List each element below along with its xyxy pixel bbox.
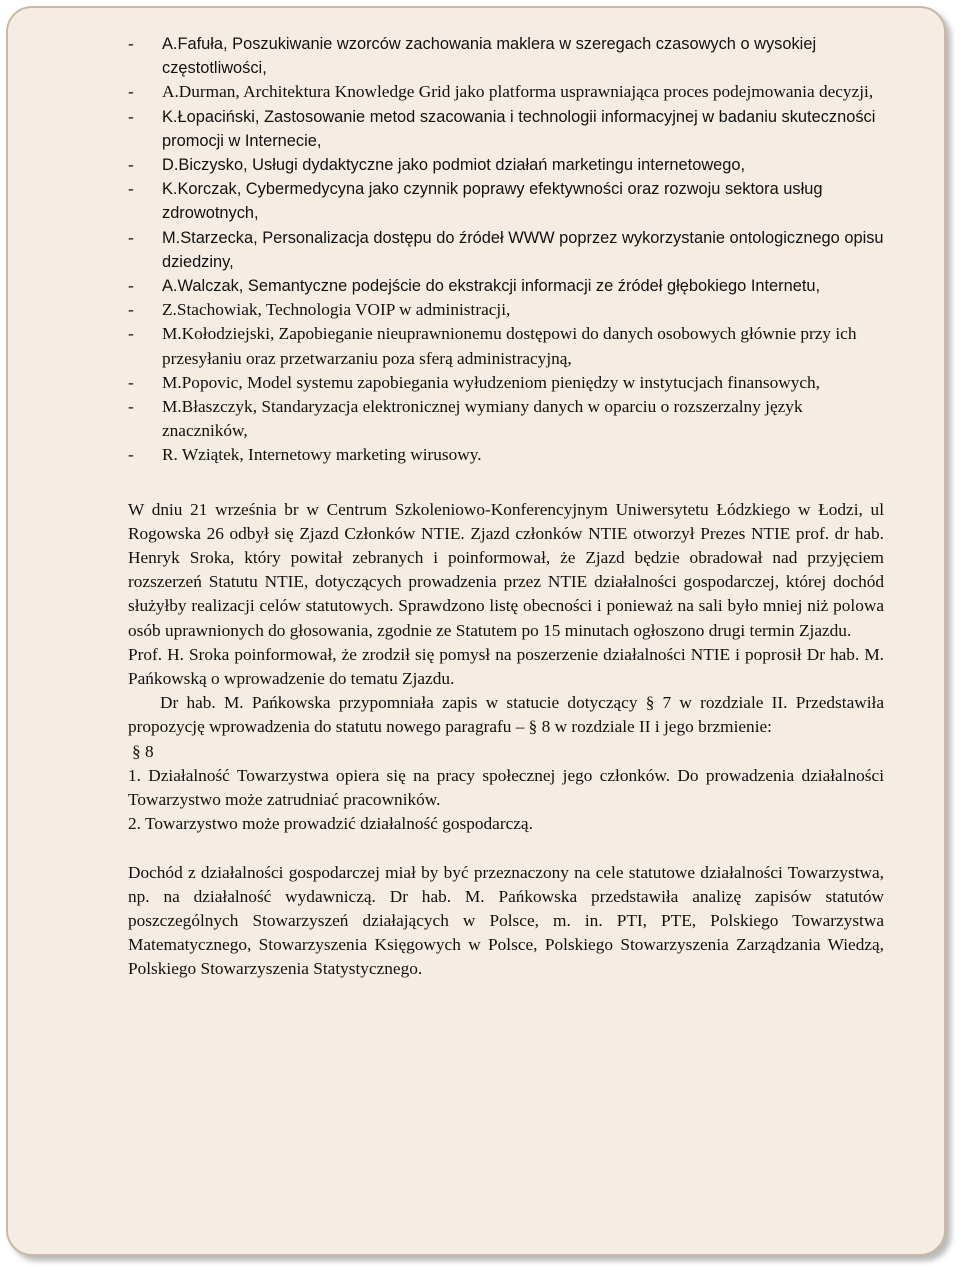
list-item: - Z.Stachowiak, Technologia VOIP w administracji, xyxy=(128,300,511,320)
bibliography-list xyxy=(128,32,884,468)
list-item: - A.Durman, Architektura Knowledge Grid jako platforma usprawniająca proces podejmowania decyzji, xyxy=(128,82,874,102)
list-item-text: M.Błaszczyk, Standaryzacja elektronicznej wymiany danych w oparciu o rozszerzalny język znaczników, xyxy=(162,397,803,441)
list-item: - M.Błaszczyk, Standaryzacja elektronicznej wymiany danych w oparciu o rozszerzalny język znaczników, xyxy=(128,397,803,441)
list-item: - A.Fafuła, Poszukiwanie wzorców zachowania maklera w szeregach czasowych o wysokiej częstotliwości, xyxy=(128,34,817,78)
section-heading: § 8 xyxy=(132,741,154,761)
document-content xyxy=(128,32,884,982)
list-item: - D.Biczysko, Usługi dydaktyczne jako podmiot działań marketingu internetowego, xyxy=(128,155,746,175)
list-item: - K.Łopaciński, Zastosowanie metod szacowania i technologii informacyjnej w badaniu skuteczności promocji w Internecie, xyxy=(128,106,876,150)
list-item-text: M.Kołodziejski, Zapobieganie nieuprawnionemu dostępowi do danych osobowych głównie przy ich przesyłaniu oraz przetwarzaniu poza sferą administracyjną, xyxy=(162,324,857,368)
list-item-text: D.Biczysko, Usługi dydaktyczne jako podmiot działań marketingu internetowego, xyxy=(162,156,746,175)
list-item-text: K.Łopaciński, Zastosowanie metod szacowania i technologii informacyjnej w badaniu skuteczności promocji w Internecie, xyxy=(162,107,876,150)
paragraph-pankowska: Dr hab. M. Pańkowska przypomniała zapis w statucie dotyczący § 7 w rozdziale II. Przedstawiła propozycję wprowadzenia do statutu nowego paragrafu – § 8 w rozdziale II i jego brzmienie: xyxy=(128,693,884,737)
list-item-text: M.Popovic, Model systemu zapobiegania wyłudzeniom pieniędzy w instytucjach finansowych, xyxy=(162,372,820,392)
list-item-text: Z.Stachowiak, Technologia VOIP w administracji, xyxy=(162,300,511,320)
list-item: - A.Walczak, Semantyczne podejście do ekstrakcji informacji ze źródeł głębokiego Internetu, xyxy=(128,276,821,296)
list-item: - M.Popovic, Model systemu zapobiegania wyłudzeniom pieniędzy w instytucjach finansowych, xyxy=(128,372,820,392)
list-item-text: M.Starzecka, Personalizacja dostępu do źródeł WWW poprzez wykorzystanie ontologicznego opisu dziedziny, xyxy=(162,228,884,271)
list-item: - M.Starzecka, Personalizacja dostępu do źródeł WWW poprzez wykorzystanie ontologicznego opisu dziedziny, xyxy=(128,227,884,271)
paragraph-meeting: W dniu 21 września br w Centrum Szkoleniowo-Konferencyjnym Uniwersytetu Łódzkiego w Łodzi, ul Rogowska 26 odbył się Zjazd Członków NTIE. Zjazd członków NTIE otworzył Prezes NTIE prof. dr hab. Henryk Sroka, który powitał zebranych i poinformował, że Zjazd będzie obradował nad przyjęciem rozszerzeń Statutu NTIE, dotyczących prowadzenia przez NTIE działalności gospodarczej, której dochód służyłby realizacji celów statutowych. Sprawdzono listę obecności i ponieważ na sali było mniej niż polowa osób uprawnionych do głosowania, zgodnie ze Statutem po 15 minutach ogłoszono drugi termin Zjazdu. xyxy=(128,499,884,640)
list-item-text: A.Walczak, Semantyczne podejście do ekstrakcji informacji ze źródeł głębokiego Internetu, xyxy=(162,277,821,296)
list-item: - R. Wziątek, Internetowy marketing wirusowy. xyxy=(128,445,482,465)
paragraph-sroka: Prof. H. Sroka poinformował, że zrodził się pomysł na poszerzenie działalności NTIE i poprosił Dr hab. M. Pańkowską o wprowadzenie do tematu Zjazdu. xyxy=(128,644,884,689)
statute-point-2: 2. Towarzystwo może prowadzić działalność gospodarczą. xyxy=(128,814,533,834)
list-item-text: A.Durman, Architektura Knowledge Grid jako platforma usprawniająca proces podejmowania decyzji, xyxy=(162,82,874,102)
list-item-text: A.Fafuła, Poszukiwanie wzorców zachowania maklera w szeregach czasowych o wysokiej częstotliwości, xyxy=(162,35,817,78)
list-item: - K.Korczak, Cybermedycyna jako czynnik poprawy efektywności oraz rozwoju sektora usług zdrowotnych, xyxy=(128,179,823,223)
statute-point-1: 1. Działalność Towarzystwa opiera się na pracy społecznej jego członków. Do prowadzenia działalności Towarzystwo może zatrudniać pracowników. xyxy=(128,765,884,810)
list-item-text: K.Korczak, Cybermedycyna jako czynnik poprawy efektywności oraz rozwoju sektora usług zdrowotnych, xyxy=(162,180,823,223)
list-item-text: R. Wziątek, Internetowy marketing wirusowy. xyxy=(162,445,482,465)
paragraph-income: Dochód z działalności gospodarczej miał by być przeznaczony na cele statutowe działalności Towarzystwa, np. na działalność wydawniczą. Dr hab. M. Pańkowska przedstawiła analizę zapisów statutów poszczególnych Stowarzyszeń działających w Polsce, m. in. PTI, PTE, Polskiego Towarzystwa Matematycznego, Stowarzyszenia Księgowych w Polsce, Polskiego Stowarzyszenia Zarządzania Wiedzą, Polskiego Stowarzyszenia Statystycznego. xyxy=(128,862,884,979)
list-item: - M.Kołodziejski, Zapobieganie nieuprawnionemu dostępowi do danych osobowych głównie przy ich przesyłaniu oraz przetwarzaniu poza sferą administracyjną, xyxy=(128,324,857,368)
